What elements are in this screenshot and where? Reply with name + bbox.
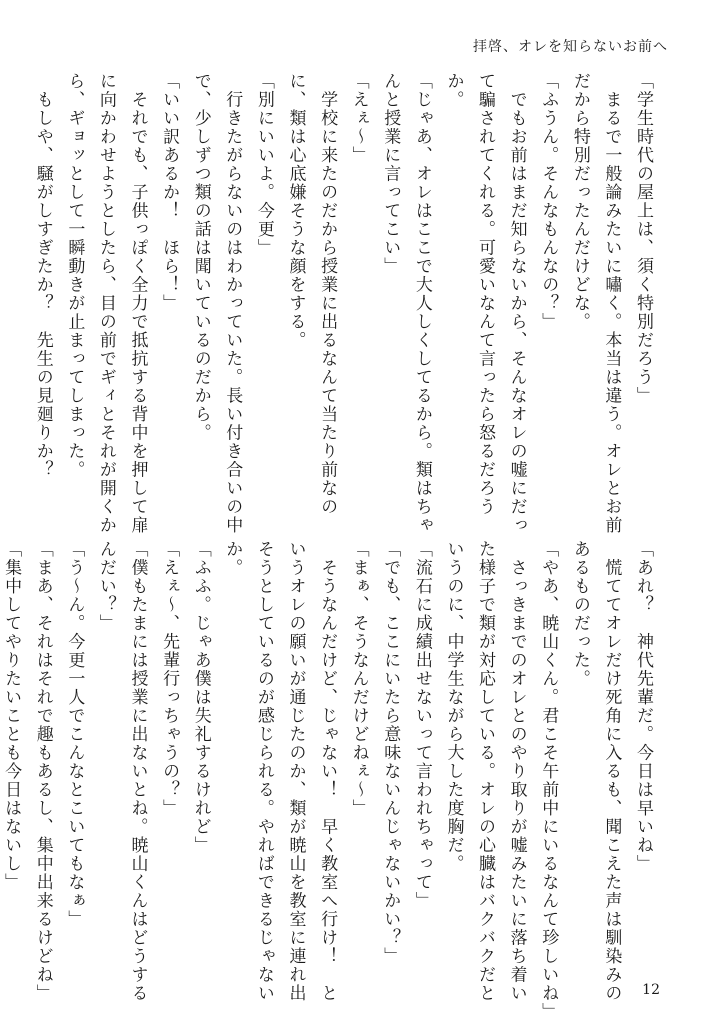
text-line: に向かわせようとしたら、目の前でギィとそれが開くか [95,72,116,535]
text-line: 「僕もたまには授業に出ないとね。暁山くんはどうする [127,540,148,1003]
text-line: か。 [443,72,464,109]
text-line: 「えぇ〜」 [348,72,369,165]
text-line: さっきまでのオレとのやり取りが嘘みたいに落ち着い [506,540,527,1003]
text-line: 「いい訳あるか！ ほら！」 [159,72,180,313]
text-line: 「じゃあ、オレはここで大人しくしてるから。類はちゃ [411,72,432,535]
text-line: 学校に来たのだから授業に出るなんて当たり前なの [317,72,338,516]
text-line: 「まぁ、そうなんだけどねぇ〜」 [348,540,369,818]
text-line: 「集中してやりたいことも今日はないし」 [1,540,22,892]
text-line: 「う〜ん。今更一人でこんなとこいてもなぁ」 [64,540,85,929]
text-line: 「学生時代の屋上は、須く特別だろう」 [633,72,653,405]
text-line: て騙されてくれる。可愛いなんて言ったら怒るだろう [475,72,496,516]
text-line: 「別にいいよ。今更」 [253,72,274,257]
text-line: もしや、騒がしすぎたか？ 先生の見廻りか？ [32,72,53,479]
text-line: 慌ててオレだけ死角に入るも、聞こえた声は馴染みの [601,540,622,1003]
text-line: そうなんだけど、じゃない！ 早く教室へ行け！ と [317,540,338,1003]
text-line: んと授業に言ってこい」 [380,72,401,276]
text-line: あるものだった。 [569,540,590,688]
text-line: 「やあ、暁山くん。君こそ午前中にいるなんて珍しいね」 [538,540,559,1021]
text-line: に、類は心底嫌そうな顔をする。 [285,72,306,350]
text-line: でもお前はまだ知らないから、そんなオレの嘘にだっ [506,72,527,535]
text-line: で、少しずつ類の話は聞いているのだから。 [190,72,211,442]
text-block-upper [32,72,658,535]
text-line: た様子で類が対応している。オレの心臓はバクバクだと [475,540,496,1003]
text-line: んだい？」 [95,540,116,633]
text-line: 「流石に成績出せないって言われちゃって」 [411,540,432,910]
text-line: いうのに、中学生ながら大した度胸だ。 [443,540,464,873]
text-line: 「でも、ここにいたら意味ないんじゃないかい？」 [380,540,401,966]
text-line: いうオレの願いが通じたのか、類が暁山を教室に連れ出 [285,540,306,1003]
text-line: それでも、子供っぽく全力で抵抗する背中を押して扉 [127,72,148,535]
text-line: ら、ギョッとして一瞬動きが止まってしまった。 [64,72,85,479]
text-line: 「まあ、それはそれで趣もあるし、集中出来るけどね」 [32,540,53,1003]
book-title-header: 拝啓、オレを知らないお前へ [473,39,668,55]
text-line: 「ふうん。そんなもんなの？」 [538,72,559,331]
text-line: まるで一般論みたいに嘯く。本当は違う。オレとお前 [601,72,622,535]
text-line: そうとしているのが感じられる。やればできるじゃない [253,540,274,1003]
text-line: だから特別だったんだけどな。 [569,72,590,331]
text-line: 「ふふ。じゃあ僕は失礼するけれど」 [190,540,211,855]
text-line: 行きたがらないのはわかっていた。長い付き合いの中 [222,72,243,535]
text-line: 「えぇ〜、先輩行っちゃうの？」 [159,540,180,818]
text-line: か。 [222,540,243,577]
text-line: 「あれ？ 神代先輩だ。今日は早いね」 [633,540,653,873]
page-number: 12 [642,982,660,998]
